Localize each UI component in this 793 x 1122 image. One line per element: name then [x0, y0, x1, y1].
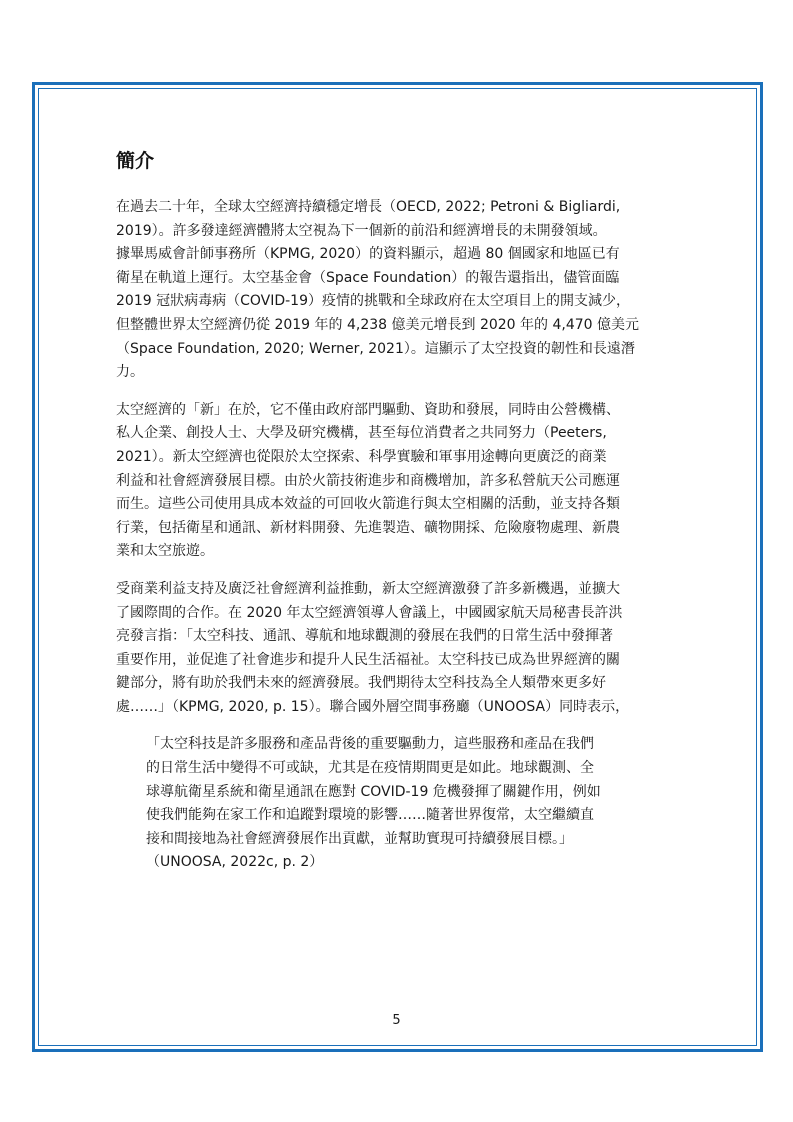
document-body — [116, 148, 678, 875]
paragraph-2 — [116, 399, 678, 564]
text-line: 力。 — [116, 364, 144, 381]
text-line: 處……」（KPMG, 2020, p. 15）。聯合國外層空間事務廳（UNOOSA）同時表示， — [116, 698, 630, 715]
text-line: 據畢馬威會計師事務所（KPMG, 2020）的資料顯示，超過 80 個國家和地區已有 — [116, 246, 620, 263]
text-line: 鍵部分，將有助於我們未來的經濟發展。我們期待太空科技為全人類帶來更多好 — [116, 675, 606, 692]
text-line: 亮發言指：「太空科技、通訊、導航和地球觀測的發展在我們的日常生活中發揮著 — [116, 628, 613, 645]
text-line: （Space Foundation, 2020; Werner, 2021）。這顯示了太空投資的韌性和長遠潛 — [116, 340, 635, 357]
quote-line: 的日常生活中變得不可或缺，尤其是在疫情期間更是如此。地球觀測、全 — [146, 760, 594, 777]
quote-line: 接和間接地為社會經濟發展作出貢獻，並幫助實現可持續發展目標。」 — [146, 830, 573, 847]
text-line: 而生。這些公司使用具成本效益的可回收火箭進行與太空相關的活動，並支持各類 — [116, 496, 620, 513]
text-line: 了國際間的合作。在 2020 年太空經濟領導人會議上，中國國家航天局秘書長許洪 — [116, 604, 623, 621]
text-line: 2021）。新太空經濟也從限於太空探索、科學實驗和軍事用途轉向更廣泛的商業 — [116, 448, 607, 465]
paragraph-3 — [116, 578, 678, 720]
page-number: 5 — [392, 1013, 401, 1028]
text-line: 衛星在軌道上運行。太空基金會（Space Foundation）的報告還指出，儘管面臨 — [116, 269, 620, 286]
text-line: 但整體世界太空經濟仍從 2019 年的 4,238 億美元增長到 2020 年的 4,470 億美元 — [116, 316, 640, 333]
block-quote — [146, 733, 671, 875]
paragraph-1 — [116, 196, 678, 385]
text-line: 太空經濟的「新」在於，它不僅由政府部門驅動、資助和發展，同時由公營機構、 — [116, 401, 620, 418]
quote-line: 使我們能夠在家工作和追蹤對環境的影響……隨著世界復常，太空繼續直 — [146, 807, 594, 824]
text-line: 業和太空旅遊。 — [116, 543, 214, 560]
text-line: 受商業利益支持及廣泛社會經濟利益推動，新太空經濟激發了許多新機遇，並擴大 — [116, 580, 620, 597]
text-line: 私人企業、創投人士、大學及研究機構，甚至每位消費者之共同努力（Peeters, — [116, 425, 607, 442]
quote-line: 球導航衛星系統和衛星通訊在應對 COVID-19 危機發揮了關鍵作用，例如 — [146, 783, 601, 800]
text-line: 2019）。許多發達經濟體將太空視為下一個新的前沿和經濟增長的未開發領域。 — [116, 222, 607, 239]
text-line: 2019 冠狀病毒病（COVID-19）疫情的挑戰和全球政府在太空項目上的開支減少， — [116, 293, 630, 310]
section-heading: 簡介 — [116, 150, 155, 172]
text-line: 利益和社會經濟發展目標。由於火箭技術進步和商機增加，許多私營航天公司應運 — [116, 472, 620, 489]
quote-line: 「太空科技是許多服務和產品背後的重要驅動力，這些服務和產品在我們 — [146, 736, 594, 753]
text-line: 重要作用，並促進了社會進步和提升人民生活福祉。太空科技已成為世界經濟的關 — [116, 651, 620, 668]
text-line: 行業，包括衛星和通訊、新材料開發、先進製造、礦物開採、危險廢物處理、新農 — [116, 519, 620, 536]
text-line: 在過去二十年，全球太空經濟持續穩定增長（OECD, 2022; Petroni & Bigliardi, — [116, 199, 621, 215]
quote-citation: （UNOOSA, 2022c, p. 2） — [146, 854, 324, 871]
